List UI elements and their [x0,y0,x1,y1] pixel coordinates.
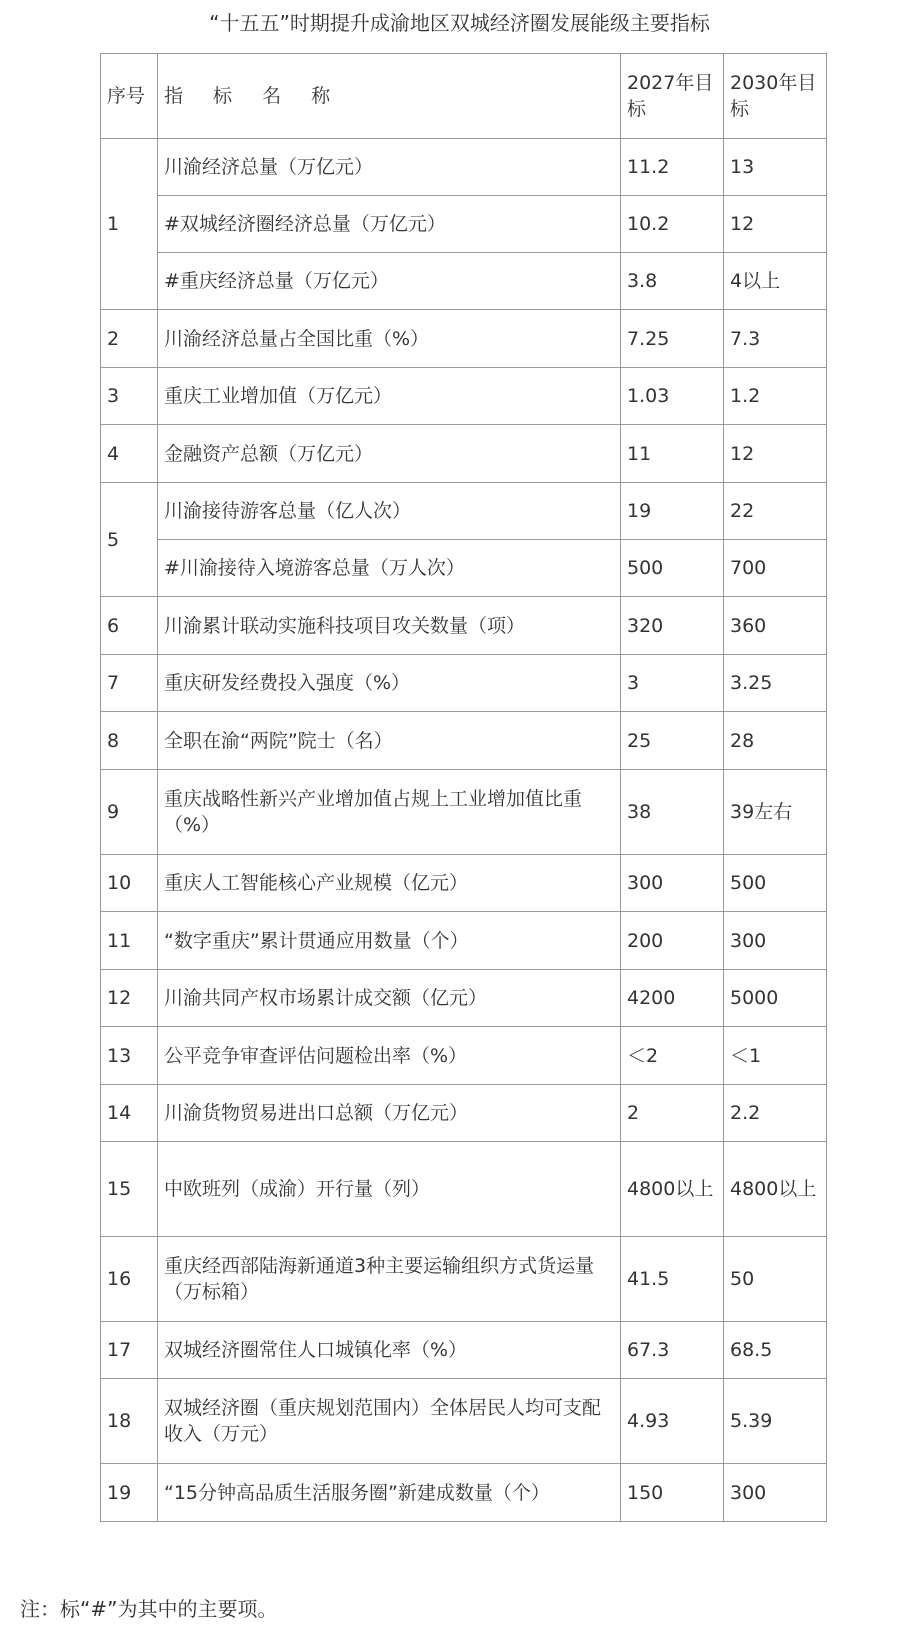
row-2030: 50 [724,1237,827,1322]
table-row [101,540,827,597]
row-2027: 7.25 [621,310,724,368]
row-name: #重庆经济总量（万亿元） [158,253,621,310]
row-name: 重庆战略性新兴产业增加值占规上工业增加值比重（%） [158,770,621,855]
row-seq: 15 [101,1142,158,1237]
row-2027: 150 [621,1464,724,1522]
row-2027: 300 [621,855,724,912]
row-2030: 13 [724,139,827,196]
header-name: 指 标 名 称 [158,54,621,139]
row-2027: 19 [621,483,724,540]
row-name: 川渝货物贸易进出口总额（万亿元） [158,1085,621,1142]
row-name: “15分钟高品质生活服务圈”新建成数量（个） [158,1464,621,1522]
row-seq: 10 [101,855,158,912]
row-2027: 11.2 [621,139,724,196]
row-name: #双城经济圈经济总量（万亿元） [158,196,621,253]
row-name: 川渝经济总量占全国比重（%） [158,310,621,368]
row-name: 重庆工业增加值（万亿元） [158,368,621,425]
row-seq: 18 [101,1379,158,1464]
row-2030: 360 [724,597,827,655]
table-row [101,597,827,655]
row-2030: 300 [724,912,827,970]
row-seq: 5 [101,483,158,597]
table-header-row [101,54,827,139]
table-row [101,1142,827,1237]
row-2030: 4以上 [724,253,827,310]
table-row [101,1464,827,1522]
row-seq: 13 [101,1027,158,1085]
table-row [101,1085,827,1142]
row-name: 川渝共同产权市场累计成交额（亿元） [158,970,621,1027]
table-row [101,912,827,970]
row-name: 川渝累计联动实施科技项目攻关数量（项） [158,597,621,655]
row-seq: 17 [101,1322,158,1379]
table-row [101,1237,827,1322]
row-name: “数字重庆”累计贯通应用数量（个） [158,912,621,970]
table-row [101,196,827,253]
table-row [101,655,827,712]
row-name: #川渝接待入境游客总量（万人次） [158,540,621,597]
row-2027: 200 [621,912,724,970]
row-2027: 3.8 [621,253,724,310]
row-2030: 700 [724,540,827,597]
row-name: 重庆人工智能核心产业规模（亿元） [158,855,621,912]
row-2030: 2.2 [724,1085,827,1142]
row-name: 重庆研发经费投入强度（%） [158,655,621,712]
row-2030: 68.5 [724,1322,827,1379]
row-2030: 500 [724,855,827,912]
row-2027: 1.03 [621,368,724,425]
table-row [101,253,827,310]
row-seq: 9 [101,770,158,855]
row-seq: 11 [101,912,158,970]
header-2030: 2030年目标 [724,54,827,139]
footnote: 注：标“#”为其中的主要项。 [20,1597,278,1621]
row-seq: 6 [101,597,158,655]
row-2027: 38 [621,770,724,855]
row-name: 全职在渝“两院”院士（名） [158,712,621,770]
row-2027: 320 [621,597,724,655]
table-row [101,368,827,425]
row-name: 川渝接待游客总量（亿人次） [158,483,621,540]
row-2027: ＜2 [621,1027,724,1085]
table-row [101,712,827,770]
row-2030: 28 [724,712,827,770]
row-2027: 500 [621,540,724,597]
table-row [101,770,827,855]
row-2030: 300 [724,1464,827,1522]
row-seq: 16 [101,1237,158,1322]
row-2027: 41.5 [621,1237,724,1322]
table-row [101,483,827,540]
row-seq: 8 [101,712,158,770]
row-seq: 14 [101,1085,158,1142]
table-row [101,855,827,912]
row-2030: 3.25 [724,655,827,712]
row-name: 中欧班列（成渝）开行量（列） [158,1142,621,1237]
row-seq: 4 [101,425,158,483]
row-2027: 10.2 [621,196,724,253]
row-2027: 2 [621,1085,724,1142]
table-row [101,310,827,368]
row-seq: 19 [101,1464,158,1522]
row-2030: 5.39 [724,1379,827,1464]
row-2027: 4.93 [621,1379,724,1464]
row-2027: 25 [621,712,724,770]
row-2030: 7.3 [724,310,827,368]
row-2030: 4800以上 [724,1142,827,1237]
header-2027: 2027年目标 [621,54,724,139]
row-seq: 1 [101,139,158,310]
row-name: 公平竞争审查评估问题检出率（%） [158,1027,621,1085]
row-2027: 4200 [621,970,724,1027]
row-2030: 22 [724,483,827,540]
row-2030: 12 [724,196,827,253]
page-title: “十五五”时期提升成渝地区双城经济圈发展能级主要指标 [209,11,710,35]
row-2030: ＜1 [724,1027,827,1085]
row-2030: 39左右 [724,770,827,855]
row-2027: 11 [621,425,724,483]
table-row [101,1322,827,1379]
table-row [101,1379,827,1464]
row-name: 双城经济圈常住人口城镇化率（%） [158,1322,621,1379]
row-seq: 2 [101,310,158,368]
table-row [101,139,827,196]
row-name: 双城经济圈（重庆规划范围内）全体居民人均可支配收入（万元） [158,1379,621,1464]
row-name: 川渝经济总量（万亿元） [158,139,621,196]
row-seq: 7 [101,655,158,712]
row-seq: 12 [101,970,158,1027]
header-seq: 序号 [101,54,158,139]
row-seq: 3 [101,368,158,425]
table-row [101,425,827,483]
row-2027: 4800以上 [621,1142,724,1237]
row-2030: 12 [724,425,827,483]
row-2027: 67.3 [621,1322,724,1379]
row-2030: 5000 [724,970,827,1027]
row-name: 重庆经西部陆海新通道3种主要运输组织方式货运量（万标箱） [158,1237,621,1322]
row-2027: 3 [621,655,724,712]
row-2030: 1.2 [724,368,827,425]
indicators-table [100,53,827,1522]
table-row [101,970,827,1027]
row-name: 金融资产总额（万亿元） [158,425,621,483]
table-row [101,1027,827,1085]
